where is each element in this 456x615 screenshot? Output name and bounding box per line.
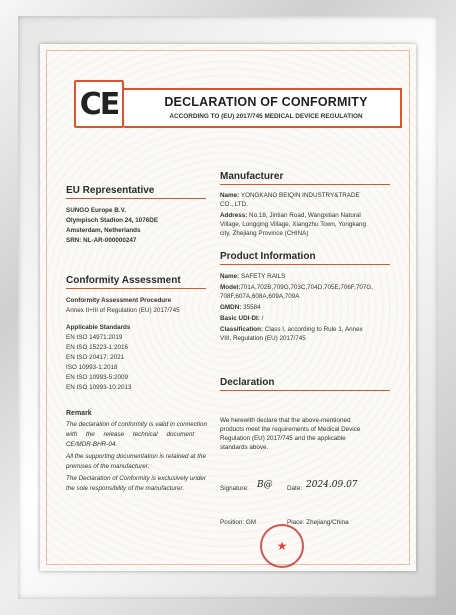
remark-line-2: with the release technical document bbox=[66, 431, 195, 438]
manufacturer-name-2: CO., LTD. bbox=[220, 201, 248, 208]
standards-label: Applicable Standards bbox=[66, 324, 131, 331]
standard-3: EN ISO 20417: 2021 bbox=[66, 354, 125, 361]
date-label: Date: bbox=[287, 485, 303, 492]
eu-rep-heading: EU Representative bbox=[66, 185, 206, 199]
procedure-label: Conformity Assessment Procedure bbox=[66, 297, 172, 304]
product-heading: Product Information bbox=[220, 251, 390, 265]
remark-line-7: the sole responsibility of the manufacturer. bbox=[66, 485, 185, 492]
declaration-line-4: standards above. bbox=[220, 444, 269, 451]
eu-rep-line-2: Olympisch Stadion 24, 1076DE bbox=[66, 217, 159, 224]
conformity-heading: Conformity Assessment bbox=[66, 275, 206, 289]
place-field: Place: Zhejiang/China bbox=[287, 519, 349, 526]
manufacturer-address-3: city, Zhejiang Province (CHINA) bbox=[220, 230, 309, 237]
procedure-value: Annex II+III of Regulation (EU) 2017/745 bbox=[66, 307, 180, 314]
remark-line-6: The Declaration of Conformity is exclusively under bbox=[66, 475, 206, 482]
product-model-1: Model:701A,702B,709G,703C,704D,705E,706F,707G, bbox=[220, 284, 373, 291]
certificate-paper bbox=[40, 44, 416, 571]
stamp-star-icon: ★ bbox=[276, 539, 288, 553]
manufacturer-heading: Manufacturer bbox=[220, 171, 390, 185]
declaration-line-2: products meet the requirements of Medical Device bbox=[220, 426, 361, 433]
remark-line-5: premises of the manufacturer. bbox=[66, 463, 150, 470]
standard-6: EN ISO 10993-10:2013 bbox=[66, 384, 132, 391]
declaration-line-3: Regulation (EU) 2017/745 and the applicable bbox=[220, 435, 346, 442]
product-class-1: Classification: Class I, according to Rule 1, Annex bbox=[220, 326, 363, 333]
declaration-heading: Declaration bbox=[220, 377, 390, 391]
remark-heading: Remark bbox=[66, 410, 92, 417]
signature-label: Signature: bbox=[220, 485, 249, 492]
date-value: 2024.09.07 bbox=[306, 480, 358, 490]
standard-5: EN ISO 10993-5:2009 bbox=[66, 374, 128, 381]
ce-mark-logo bbox=[74, 80, 124, 128]
product-model-2: 708F,607A,608A,609A,709A bbox=[220, 293, 300, 300]
remark-line-1: The declaration of conformity is valid in connection bbox=[66, 421, 208, 428]
standard-2: EN ISO 15223-1:2016 bbox=[66, 344, 128, 351]
product-gmdn: GMDN: 35584 bbox=[220, 304, 261, 311]
manufacturer-name: Name: YONGKANG BEIQIN INDUSTRY&TRADE bbox=[220, 192, 360, 199]
manufacturer-address-1: Address: No.18, Jintian Road, Wangxitian Natural bbox=[220, 212, 361, 219]
ce-mark-text: CE bbox=[79, 86, 119, 122]
document-subtitle: ACCORDING TO (EU) 2017/745 MEDICAL DEVICE REGULATION bbox=[169, 113, 363, 120]
standard-1: EN ISO 14971:2019 bbox=[66, 334, 123, 341]
document-title: DECLARATION OF CONFORMITY bbox=[164, 95, 368, 109]
remark-line-3: CE/MDR-BHR-04. bbox=[66, 441, 118, 448]
position-field: Position: GM bbox=[220, 519, 257, 526]
remark-line-4: All the supporting documentation is retained at the bbox=[66, 453, 207, 460]
product-class-2: VIII, Regulation (EU) 2017/745 bbox=[220, 335, 306, 342]
manufacturer-address-2: Village, Longqing Village, Xiangzhu Town, Yongkang bbox=[220, 221, 366, 228]
signature-value: B@ bbox=[257, 480, 273, 490]
declaration-line-1: We herewith declare that the above-mentioned bbox=[220, 417, 351, 424]
company-seal-stamp bbox=[260, 524, 304, 568]
product-name: Name: SAFETY RAILS bbox=[220, 273, 286, 280]
product-udi: Basic UDI-DI: / bbox=[220, 315, 264, 322]
eu-rep-line-1: SUNGO Europe B.V. bbox=[66, 207, 126, 214]
eu-rep-line-4: SRN: NL-AR-000000247 bbox=[66, 237, 137, 244]
standard-4: ISO 10993-1:2018 bbox=[66, 364, 118, 371]
eu-rep-line-3: Amsterdam, Netherlands bbox=[66, 227, 141, 234]
